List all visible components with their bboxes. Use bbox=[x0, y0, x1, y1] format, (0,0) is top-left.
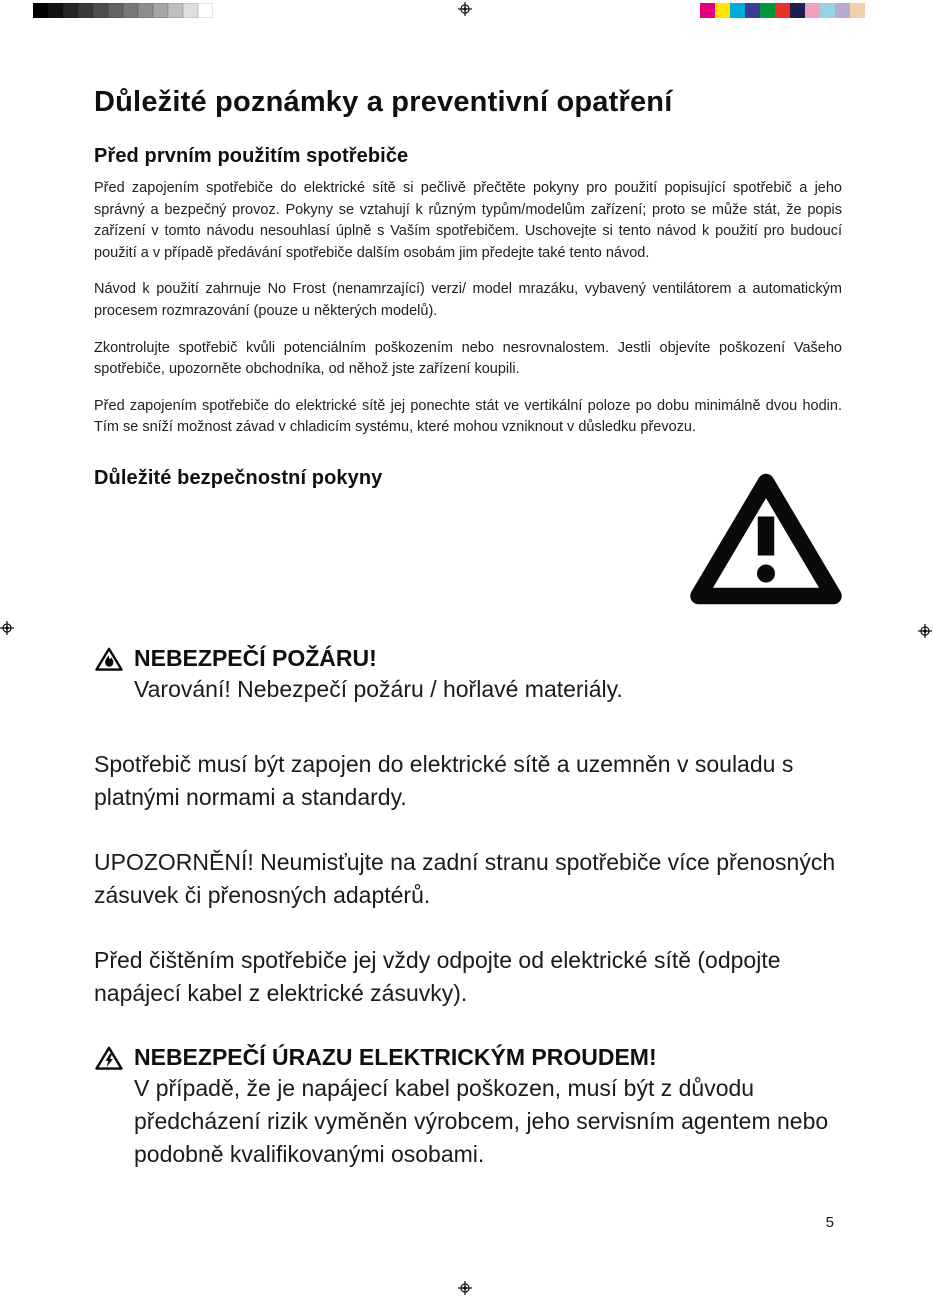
safety-section-header bbox=[94, 467, 842, 605]
color-swatch bbox=[745, 3, 760, 18]
fire-danger-warning bbox=[94, 643, 842, 706]
color-swatch bbox=[93, 3, 108, 18]
electric-shock-text: V případě, že je napájecí kabel poškozen, musí být z důvodu předcházení rizik vyměněn výrobcem, jeho servisním agentem nebo podobně kvalifikovanými osobami. bbox=[134, 1074, 829, 1167]
fire-danger-title: NEBEZPEČÍ POŽÁRU! bbox=[134, 644, 377, 671]
registration-mark-icon bbox=[458, 2, 472, 16]
page-number: 5 bbox=[825, 1214, 834, 1231]
color-swatch bbox=[198, 3, 213, 18]
color-swatch bbox=[78, 3, 93, 18]
color-swatch bbox=[760, 3, 775, 18]
registration-mark-icon bbox=[0, 621, 14, 635]
section-heading-safety-instructions: Důležité bezpečnostní pokyny bbox=[94, 466, 383, 489]
color-swatch bbox=[138, 3, 153, 18]
paragraph-grounding: Spotřebič musí být zapojen do elektrické sítě a uzemněn v souladu s platnými normami a standardy. bbox=[94, 750, 794, 810]
electric-shock-warning bbox=[94, 1042, 842, 1171]
color-swatch bbox=[700, 3, 715, 18]
grayscale-calibration-bar bbox=[33, 3, 213, 18]
color-swatch bbox=[183, 3, 198, 18]
color-swatch bbox=[123, 3, 138, 18]
paragraph-check-damage: Zkontrolujte spotřebič kvůli potenciálním poškozením nebo nesrovnalostem. Jestli objevíte poškození Vašeho spotřebiče, upozorněte obchodníka, od něhož jste zařízení koupili. bbox=[94, 339, 842, 378]
registration-mark-icon bbox=[918, 624, 932, 638]
paragraph-unplug-before-cleaning: Před čištěním spotřebiče jej vždy odpojte od elektrické sítě (odpojte napájecí kabel z elektrické zásuvky). bbox=[94, 946, 781, 1006]
color-swatch bbox=[63, 3, 78, 18]
paragraph-connection-instructions: Před zapojením spotřebiče do elektrické sítě si pečlivě přečtěte pokyny pro použití popisující spotřebič a jeho správný a bezpečný provoz. Pokyny se vztahují k různým typům/modelům zařízení; proto se může stát, že popis zařízení v tomto návodu nesouhlasí úplně s Vaším spotřebičem. Uschovejte si tento návod k použití pro budoucí použití a v případě předávání spotřebiče dalším osobám jim předejte také tento návod. bbox=[94, 180, 842, 261]
paragraph-no-adapters: UPOZORNĚNÍ! Neumisťujte na zadní stranu spotřebiče více přenosných zásuvek či přenosných adaptérů. bbox=[94, 848, 836, 908]
color-swatch bbox=[850, 3, 865, 18]
color-swatch bbox=[805, 3, 820, 18]
flammable-warning-icon bbox=[94, 645, 124, 672]
color-swatch bbox=[730, 3, 745, 18]
paragraph-no-frost: Návod k použití zahrnuje No Frost (nenamrzající) verzi/ model mrazáku, vybavený ventilátorem a automatickým procesem rozmrazování (pouze u některých modelů). bbox=[94, 281, 842, 319]
color-swatch bbox=[775, 3, 790, 18]
registration-mark-icon bbox=[458, 1281, 472, 1295]
color-swatch bbox=[715, 3, 730, 18]
color-swatch bbox=[33, 3, 48, 18]
color-swatch bbox=[835, 3, 850, 18]
warning-triangle-icon bbox=[688, 467, 844, 605]
color-swatch bbox=[153, 3, 168, 18]
page-title: Důležité poznámky a preventivní opatření bbox=[94, 86, 673, 118]
section-heading-before-first-use: Před prvním použitím spotřebiče bbox=[94, 145, 409, 167]
paragraph-vertical-position: Před zapojením spotřebiče do elektrické sítě jej ponechte stát ve vertikální poloze po dobu minimálně dvou hodin. Tím se sníží možnost závad v chladicím systému, které mohou vzniknout v důsledku převozu. bbox=[94, 397, 842, 436]
color-swatch bbox=[168, 3, 183, 18]
color-swatch bbox=[108, 3, 123, 18]
electric-shock-title: NEBEZPEČÍ ÚRAZU ELEKTRICKÝM PROUDEM! bbox=[134, 1043, 657, 1070]
color-swatch bbox=[790, 3, 805, 18]
color-swatch bbox=[820, 3, 835, 18]
fire-danger-text: Varování! Nebezpečí požáru / hořlavé materiály. bbox=[134, 675, 623, 702]
color-calibration-bar bbox=[700, 3, 865, 18]
page-content bbox=[94, 86, 842, 1171]
electric-shock-warning-icon bbox=[94, 1044, 124, 1071]
color-swatch bbox=[48, 3, 63, 18]
